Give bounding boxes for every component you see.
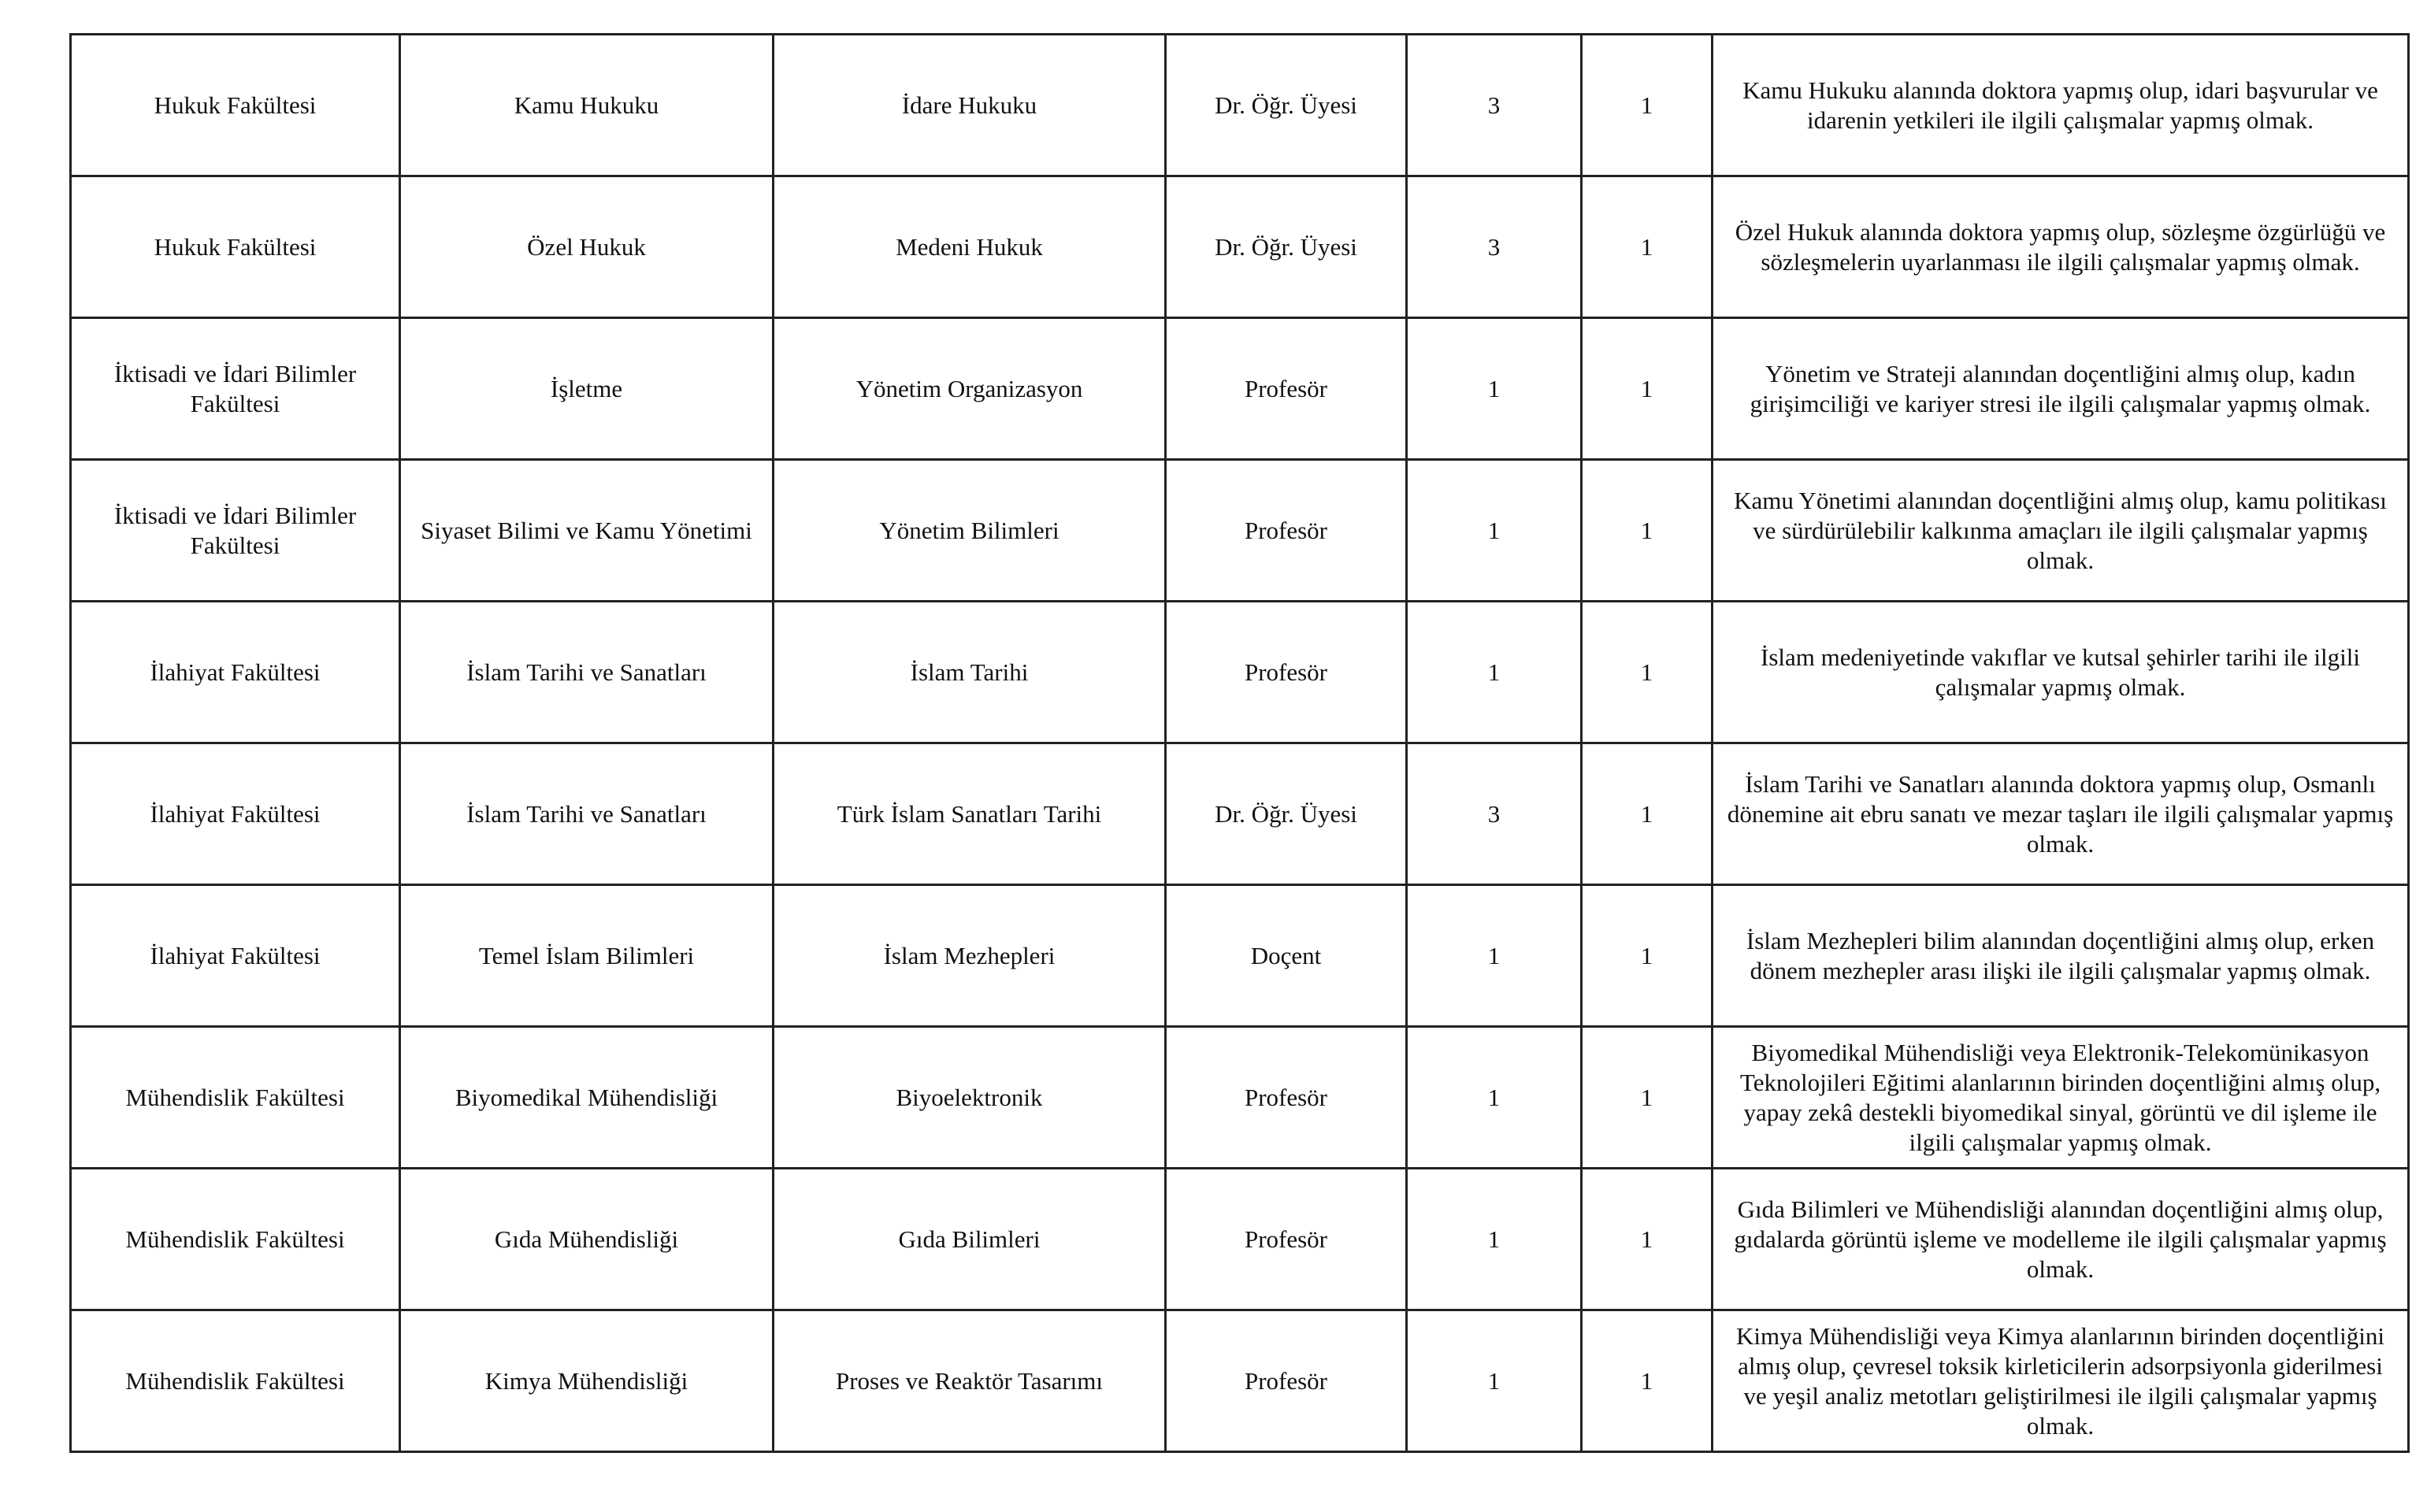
faculty-cell: Hukuk Fakültesi xyxy=(71,176,400,318)
description-cell: Yönetim ve Strateji alanından doçentliğini almış olup, kadın girişimciliği ve kariyer stresi ile ilgili çalışmalar yapmış olmak. xyxy=(1713,318,2409,460)
degree-cell: 3 xyxy=(1407,35,1582,176)
field-cell: Medeni Hukuk xyxy=(774,176,1166,318)
field-cell: İdare Hukuku xyxy=(774,35,1166,176)
degree-cell: 1 xyxy=(1407,460,1582,602)
department-cell: Gıda Mühendisliği xyxy=(400,1169,774,1310)
faculty-cell: İlahiyat Fakültesi xyxy=(71,885,400,1027)
description-cell: Kamu Yönetimi alanından doçentliğini almış olup, kamu politikası ve sürdürülebilir kalkınma amaçları ile ilgili çalışmalar yapmış olmak. xyxy=(1713,460,2409,602)
degree-cell: 1 xyxy=(1407,1310,1582,1452)
description-cell: İslam medeniyetinde vakıflar ve kutsal şehirler tarihi ile ilgili çalışmalar yapmış olmak. xyxy=(1713,602,2409,743)
count-cell: 1 xyxy=(1582,743,1713,885)
department-cell: Siyaset Bilimi ve Kamu Yönetimi xyxy=(400,460,774,602)
count-cell: 1 xyxy=(1582,885,1713,1027)
title-cell: Profesör xyxy=(1166,1310,1407,1452)
department-cell: Temel İslam Bilimleri xyxy=(400,885,774,1027)
degree-cell: 1 xyxy=(1407,885,1582,1027)
description-cell: Özel Hukuk alanında doktora yapmış olup, sözleşme özgürlüğü ve sözleşmelerin uyarlanması ile ilgili çalışmalar yapmış olmak. xyxy=(1713,176,2409,318)
degree-cell: 1 xyxy=(1407,1169,1582,1310)
faculty-cell: İktisadi ve İdari Bilimler Fakültesi xyxy=(71,318,400,460)
table-row xyxy=(71,318,2409,460)
degree-cell: 1 xyxy=(1407,318,1582,460)
title-cell: Doçent xyxy=(1166,885,1407,1027)
degree-cell: 3 xyxy=(1407,176,1582,318)
description-cell: İslam Tarihi ve Sanatları alanında doktora yapmış olup, Osmanlı dönemine ait ebru sanatı ve mezar taşları ile ilgili çalışmalar yapmış olmak. xyxy=(1713,743,2409,885)
title-cell: Profesör xyxy=(1166,1027,1407,1169)
degree-cell: 3 xyxy=(1407,743,1582,885)
degree-cell: 1 xyxy=(1407,602,1582,743)
faculty-cell: Mühendislik Fakültesi xyxy=(71,1310,400,1452)
field-cell: Proses ve Reaktör Tasarımı xyxy=(774,1310,1166,1452)
count-cell: 1 xyxy=(1582,35,1713,176)
table-row xyxy=(71,35,2409,176)
table-row xyxy=(71,1310,2409,1452)
department-cell: İslam Tarihi ve Sanatları xyxy=(400,602,774,743)
table-body xyxy=(71,35,2409,1452)
faculty-cell: İktisadi ve İdari Bilimler Fakültesi xyxy=(71,460,400,602)
count-cell: 1 xyxy=(1582,1027,1713,1169)
field-cell: Yönetim Bilimleri xyxy=(774,460,1166,602)
table-row xyxy=(71,743,2409,885)
count-cell: 1 xyxy=(1582,460,1713,602)
field-cell: Biyoelektronik xyxy=(774,1027,1166,1169)
title-cell: Dr. Öğr. Üyesi xyxy=(1166,743,1407,885)
field-cell: Yönetim Organizasyon xyxy=(774,318,1166,460)
table-row xyxy=(71,885,2409,1027)
count-cell: 1 xyxy=(1582,318,1713,460)
description-cell: Kamu Hukuku alanında doktora yapmış olup, idari başvurular ve idarenin yetkileri ile ilgili çalışmalar yapmış olmak. xyxy=(1713,35,2409,176)
department-cell: Biyomedikal Mühendisliği xyxy=(400,1027,774,1169)
degree-cell: 1 xyxy=(1407,1027,1582,1169)
department-cell: Özel Hukuk xyxy=(400,176,774,318)
title-cell: Dr. Öğr. Üyesi xyxy=(1166,176,1407,318)
table-row xyxy=(71,602,2409,743)
department-cell: Kamu Hukuku xyxy=(400,35,774,176)
field-cell: Türk İslam Sanatları Tarihi xyxy=(774,743,1166,885)
field-cell: Gıda Bilimleri xyxy=(774,1169,1166,1310)
department-cell: İslam Tarihi ve Sanatları xyxy=(400,743,774,885)
faculty-cell: İlahiyat Fakültesi xyxy=(71,602,400,743)
faculty-cell: Hukuk Fakültesi xyxy=(71,35,400,176)
description-cell: İslam Mezhepleri bilim alanından doçentliğini almış olup, erken dönem mezhepler arası ilişki ile ilgili çalışmalar yapmış olmak. xyxy=(1713,885,2409,1027)
staff-positions-table xyxy=(69,33,2410,1453)
description-cell: Biyomedikal Mühendisliği veya Elektronik-Telekomünikasyon Teknolojileri Eğitimi alanlarının birinden doçentliğini almış olup, yapay zekâ destekli biyomedikal sinyal, görüntü ve dil işleme ile ilgili çalışmalar yapmış olmak. xyxy=(1713,1027,2409,1169)
field-cell: İslam Mezhepleri xyxy=(774,885,1166,1027)
title-cell: Profesör xyxy=(1166,602,1407,743)
field-cell: İslam Tarihi xyxy=(774,602,1166,743)
count-cell: 1 xyxy=(1582,1169,1713,1310)
title-cell: Profesör xyxy=(1166,1169,1407,1310)
table-row xyxy=(71,460,2409,602)
faculty-cell: Mühendislik Fakültesi xyxy=(71,1169,400,1310)
description-cell: Kimya Mühendisliği veya Kimya alanlarının birinden doçentliğini almış olup, çevresel toksik kirleticilerin adsorpsiyonla giderilmesi ve yeşil analiz metotları geliştirilmesi ile ilgili çalışmalar yapmış olmak. xyxy=(1713,1310,2409,1452)
table-row xyxy=(71,1169,2409,1310)
count-cell: 1 xyxy=(1582,176,1713,318)
title-cell: Profesör xyxy=(1166,318,1407,460)
table-row xyxy=(71,1027,2409,1169)
count-cell: 1 xyxy=(1582,1310,1713,1452)
department-cell: İşletme xyxy=(400,318,774,460)
faculty-cell: Mühendislik Fakültesi xyxy=(71,1027,400,1169)
department-cell: Kimya Mühendisliği xyxy=(400,1310,774,1452)
faculty-cell: İlahiyat Fakültesi xyxy=(71,743,400,885)
description-cell: Gıda Bilimleri ve Mühendisliği alanından doçentliğini almış olup, gıdalarda görüntü işleme ve modelleme ile ilgili çalışmalar yapmış olmak. xyxy=(1713,1169,2409,1310)
table-row xyxy=(71,176,2409,318)
title-cell: Dr. Öğr. Üyesi xyxy=(1166,35,1407,176)
count-cell: 1 xyxy=(1582,602,1713,743)
title-cell: Profesör xyxy=(1166,460,1407,602)
